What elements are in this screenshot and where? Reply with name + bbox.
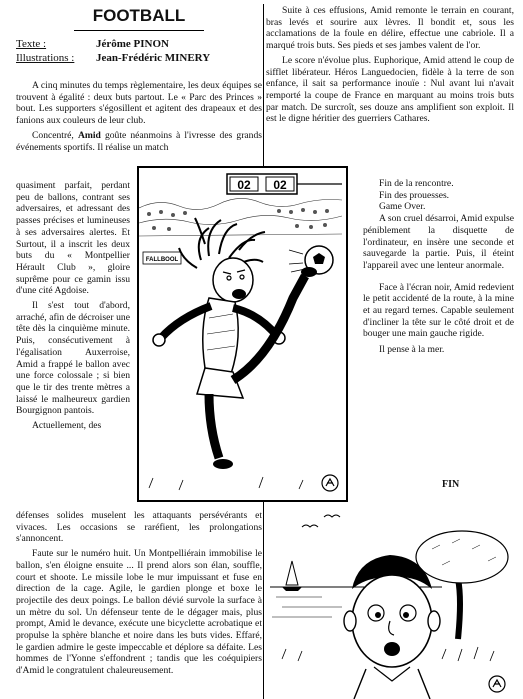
paragraph-intro: A cinq minutes du temps règlementaire, les deux équipes se trouvent à égalité : deux buts partout. Le « Parc des Princes » bout. Les supporters s'égosillent et agitent des drapeaux et des fanions aux couleurs de leur club. bbox=[16, 80, 262, 127]
scoreboard-left: 02 bbox=[237, 178, 251, 192]
paragraph-goals: Il s'est tout d'abord, arraché, afin de décroiser une tête dès la cinquième minute. Puis, consécutivement à l'égalisation Auxerroise, Amid a frappé le ballon avec une force colossale ; si bien que le tir des trente mètres a laissé le malheureux gardien Bourgignon pantois. bbox=[16, 300, 130, 417]
amid-post: goûte néanmoins à l'ivresse des grands événements sportifs. Il réalise un match bbox=[16, 129, 262, 153]
amid-name: Amid bbox=[77, 129, 101, 141]
illus-label: Illustrations : bbox=[16, 52, 75, 65]
amid-pre: Concentré, bbox=[32, 129, 78, 141]
paragraph-actuellement: Actuellement, des bbox=[32, 420, 102, 432]
bicycle-kick-drawing bbox=[139, 168, 342, 496]
paragraph-disquette: A son cruel désarroi, Amid expulse péniblement la disquette de l'ordinateur, en insère une seconde et sauvegarde la partie. Puis, il éteint l'appareil avec une lenteur anormale. bbox=[363, 213, 514, 271]
paragraph-amid bbox=[16, 130, 262, 153]
left-intro bbox=[16, 80, 262, 153]
fin-label: FIN bbox=[442, 479, 460, 490]
line-mer: Il pense à la mer. bbox=[379, 344, 445, 356]
stadium-banner: FALLBOOL bbox=[145, 257, 179, 263]
illustration-bicycle-kick bbox=[137, 166, 348, 502]
right-top bbox=[266, 5, 514, 125]
article-title: FOOTBALL bbox=[74, 6, 204, 31]
paragraph-defenses: défenses solides muselent les attaquants persévérants et vivaces. Les occasions se raréfient, les prolongations s'annoncent. bbox=[16, 510, 262, 545]
line-fin-prouesses: Fin des prouesses. bbox=[379, 189, 450, 201]
text-author: Jérôme PINON bbox=[96, 38, 170, 50]
line-game-over: Game Over. bbox=[379, 201, 426, 213]
artist-logo-icon-2 bbox=[488, 675, 506, 693]
line-fin-rencontre: Fin de la rencontre. bbox=[379, 178, 454, 189]
boy bbox=[344, 555, 440, 699]
birds bbox=[302, 515, 340, 527]
boy-sea-drawing bbox=[262, 509, 519, 699]
paragraph-score: Le score n'évolue plus. Euphorique, Amid attend le coup de sifflet libérateur. Héros Languedocien, fidèle à la terre de son enfance, il sait sa performance inouïe : Nul avant lui n'avait remporté la coupe de France en marquant au moins trois buts par match. De surcroît, ses douze ans amplifient son exploit. Il est le digne héritier des guerriers Cathares. bbox=[266, 54, 514, 125]
left-narrow bbox=[16, 180, 130, 432]
text-label: Texte : bbox=[16, 38, 47, 50]
credits-illus-row bbox=[16, 51, 210, 65]
paragraph-match: quasiment parfait, perdant peu de ballons, contrant ses adversaires, et adressant des passes précises et lumineuses à ses adversaires alertes. Et Surtout, il a inscrit les deux buts du « Montpellier Hérault Club », gloire suprême pour ce gamin issu d'une cité Agdoise. bbox=[16, 180, 130, 297]
paragraph-ecran-noir: Face à l'écran noir, Amid redevient le petit accidenté de la route, à la mine et au regard ternes. Capable seulement d'incliner la tête sur le côté droit et de bouger une main gauche rigide. bbox=[363, 281, 514, 340]
illustration-boy-sea bbox=[262, 509, 519, 699]
artist-logo-icon bbox=[321, 474, 339, 492]
left-bottom bbox=[16, 510, 262, 677]
credits bbox=[16, 37, 210, 66]
right-narrow bbox=[363, 178, 514, 356]
paragraph-bicyclette: Faute sur le numéro huit. Un Montpelliérain immobilise le ballon, s'en éloigne ensuite ... Il prend alors son élan, souffle, court et shoote. Le missile lobe le mur impuissant et fuse en direction de la cage. Agile, le gardien plonge et boxe le projectile des deux poings. Le ballon dévié survole la surface à un mètre du sol. Un défenseur tente de le dégager mais, plus prompt, Amid le devance, exécute une bicyclette acrobatique et propulse la sphère blanche et noire dans les buts vides. Effaré, le gardien admire le geste impeccable et déplore sa défaite. Les hommes de l'Yonne s'effondrent ; tandis que les coéquipiers d'Amid le congratulent chaleureusement. bbox=[16, 548, 262, 677]
paragraph-effusions: Suite à ces effusions, Amid remonte le terrain en courant, bras levés et sourire aux lèvres. Il bondit et, sous les acclamations de la foule en délire, effectue une cabriole. Il a marqué trois buts. Ses pieds et ses jambes valent de l'or. bbox=[266, 5, 514, 52]
illus-author: Jean-Frédéric MINERY bbox=[96, 52, 211, 65]
credits-text-row bbox=[16, 37, 210, 51]
scoreboard-right: 02 bbox=[273, 178, 287, 192]
